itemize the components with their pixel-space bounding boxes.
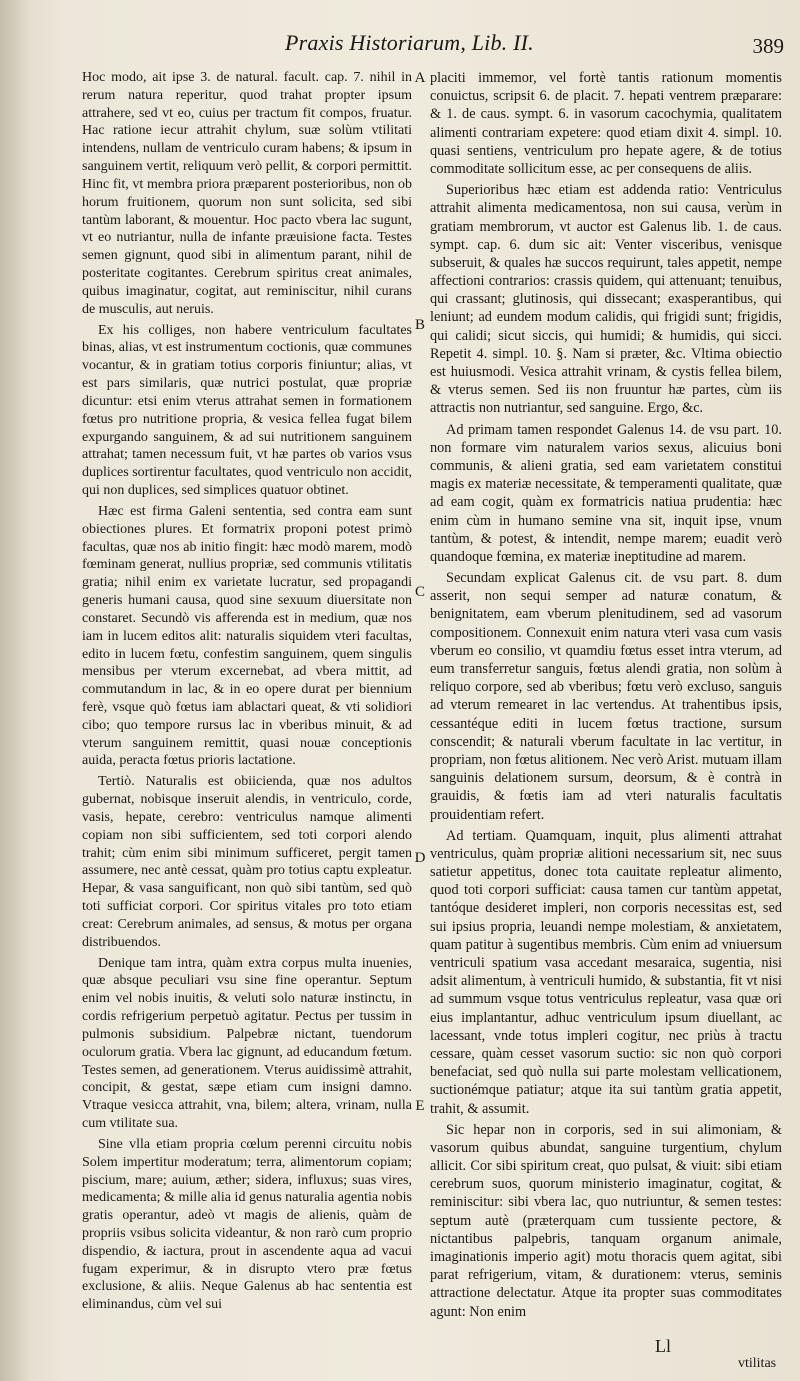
right-column: [430, 69, 782, 1324]
paragraph: Denique tam intra, quàm extra corpus multa inuenies, quæ absque peculiari vsu sine fine operantur. Septum enim vel nobis inuitis, & veluti solo naturæ instinctu, in cordis refrigerium perpetuò agitatur. Pectus per tussim in pulmonis subsidium. Palpebræ nictant, tuendorum oculorum gratia. Vbera lac gignunt, ad educandum fœtum. Testes semen, ad generationem. Vterus auidissimè attrahit, concipit, & gestat, sæpe etiam cum insigni damno. Vtraque vesicca attrahit, vna, bilem; altera, vrinam, nulla cum vtilitate sua.: [82, 955, 412, 1132]
running-head: Praxis Historiarum, Lib. II.: [285, 30, 534, 55]
paragraph: Hoc modo, ait ipse 3. de natural. facult. cap. 7. nihil in rerum natura reperitur, quod trahat propter ipsum attrahere, sed vt eo, cuius per tractum fit compos, fruatur. Hac ratione iecur attrahit chylum, suæ solùm vtilitati intendens, nullam de ventriculo curam habens; & ipsum in sanguinem vertit, reliquum verò pellit, & corpori permittit. Hinc fit, vt membra priora præparent posterioribus, non ob horum fruitionem, quorum non sunt solicita, sed sibi tantùm laborant, & mouentur. Hoc pacto vbera lac sugunt, vt eo nutriantur, nulla de infante præuisione facta. Testes semen gignunt, quod sibi in alimentum parant, nihil de posteritate cogitantes. Cerebrum spiritus creat animales, quibus imaginatur, cogitat, aut reminiscitur, nihil curans de musculis, aut neruis.: [82, 70, 412, 317]
paragraph: Sine vlla etiam propria cœlum perenni circuitu nobis Solem impertitur moderatum; terra, alimentorum copiam; piscium, mare; auium, æther; sidera, influxus; suas vires, medicamenta; & mille alia id genus naturalia agentia nobis gratis operantur, adeò vt magis de alienis, quàm de propriis vsibus solicita videantur, & non rarò cum proprio dispendio, & iactura, prout in ascendente aqua ad vacui fugam experimur, & in disrupto vtero præ fœtus exclusione, & aliis. Neque Galenus ab hac sententia est eliminandus, cùm vel sui: [82, 1136, 412, 1313]
signature-mark: Ll: [655, 1336, 671, 1356]
paragraph: Sic hepar non in corporis, sed in sui alimoniam, & vasorum quibus abundat, sanguine turgentium, chylum allicit. Cor sibi spiritum creat, quo pulsat, & viuit: sibi etiam cerebrum suos, quorum ministerio imaginatur, cogitat, & reminiscitur: sibi vbera lac, quo nutriuntur, & semen testes: septum autè (præterquam cum tussiente pectore, & nictantibus palpebris, tanquam organum animale, imaginationis imperio agit) motu thoracis quem agitat, sibi parat refrigerium, vitam, & durationem: vterus, seminis attractione delectatur. Atque ita propter suas commoditates agunt: Non enim: [430, 1121, 782, 1320]
catchword: vtilitas: [738, 1356, 777, 1371]
page-gutter-shadow: [0, 0, 30, 1381]
paragraph: Ad primam tamen respondet Galenus 14. de vsu part. 10. non formare vim naturalem varios sexus, alicuius boni communis, & alieni gratia, sed eam varietatem constitui magis ex materiæ necessitate, & temperamenti qualitate, quæ ad eam cogit, quàm ex formatricis natiua prudentia: hæc enim cùm in humano semine vna sit, inquit ipse, vnum tantùm, & potest, & intendit, nempe marem; euadit verò quandoque fœmina, ex materiæ ineptitudine ad marem.: [430, 421, 782, 565]
paragraph: Secundam explicat Galenus cit. de vsu part. 8. dum asserit, non sequi semper ad naturæ conatum, & benignitatem, eam vberum plenitudinem, sed ad vasorum compositionem. Connexuit enim natura vteri vasa cum vasis vberum eo consilio, vt quamdiu fœtus esset intra vterum, ad eum transferretur sanguis, fœtus alendi gratia, non solùm à reliquo corpore, sed ab vberibus; fœtu verò excluso, sanguis ad vterum remearet in lac vertendus. At trahentibus ipsis, cessantéque editi in lucem fœtus tractione, sursum conscendit; & naturali vberum facultate in lac vertitur, in propriam, non fœtus alitionem. Nec verò Arist. mutuam illam sanguinis delationem sursum, deorsum, & è contrà in grauidis, & fœtis iam ad vteri naturalis facultatis prouidentiam refert.: [430, 570, 782, 823]
margin-letter-c: C: [414, 584, 425, 600]
paragraph: Ex his colliges, non habere ventriculum facultates binas, alias, vt est instrumentum coctionis, quæ communes vocantur, & in gratiam totius corporis finiuntur; alias, vt est pars similaris, quæ nutrici postulat, quæ propriæ dicuntur: etsi enim vterus attrahat semen in formationem fœtus pro nutritione propria, & vesica fellea fugat bilem expurgando sanguinem, & ad sui nutritionem sanguinem attrahat; tamen necessum fuit, vt hæ partes ob varios vsus duplices sortirentur facultates, quod ventriculo non accidit, qui non duplices, sed simplices quatuor obtinet.: [82, 322, 412, 499]
paragraph: Superioribus hæc etiam est addenda ratio: Ventriculus attrahit alimenta medicamentosa, non sui causa, verùm in gratiam membrorum, vt auctor est Galenus lib. 1. de caus. sympt. cap. 6. dum sic ait: Venter visceribus, venisque subseruit, & quales hæ succos requirunt, tales appetit, nempe affectioni contrarios: crassis quidem, qui attenuant; tenuibus, qui crassant; glutinosis, qui dissecant; exasperantibus, qui leniunt; ad eundem modum calidis, qui frigidi sunt; frigidis, qui calidi; sicut siccis, qui humidi; & humidis, qui sicci. Repetit 4. simpl. 10. §. Nam si præter, &c. Vltima obiectio est huiusmodi. Vesica attrahit vrinam, & cystis fellea bilem, & vterus semen. Sed iis non fruuntur hæ partes, cùm iis attractis non nutriantur, sed sanguine. Ergo, &c.: [430, 182, 782, 417]
paragraph: Ad tertiam. Quamquam, inquit, plus alimenti attrahat ventriculus, quàm propriæ alitioni necessarium sit, nec suus satietur appetitus, donec tota cauitate repleatur alimento, quod toti corpori sufficiat: causa tamen cur tantùm appetat, tantóque desideret impleri, non corporis necessitas est, sed sui ipsius propria, leuandi nempe molestiam, & anxietatem, quam patitur à sugentibus membris. Cùm enim ad vniuersum ventriculi spatium vasa accedant mesaraica, sugentia, nisi adsit alimentum, à ventriculi humido, & substantia, fit vt nisi ad summum vsque totus ventriculus repleatur, vasa quæ ori eius implantantur, adhuc ventriculum ipsum diuellant, ac lacessant, vnde totus impleri cogitur, nec priùs à tractu cessare, quàm cesset vasorum suctio: sic non quò corpori benefaciat, sed quò nulla sui parte molestam vellicationem, suctionémque patiatur; atque ita sui tantùm gratia appetit, trahit, & assumit.: [430, 827, 782, 1117]
margin-letter-a: A: [414, 70, 426, 86]
paragraph: Hæc est firma Galeni sententia, sed contra eam sunt obiectiones plures. Et formatrix proponi potest primò facultas, quæ nos ab initio fingit: hæc modò marem, modò fœminam generat, nullius propriæ, sed communis vtilitatis gratia; nihil enim ex varietate lucratur, sed propagandi generis humani causa, quod sine sexuum diuersitate non constaret. Secundò vis afferenda est in medium, quæ nos iam in lucem editos alit: naturalis siquidem vteri facultas, edito in lucem fœtu, confestim sanguinem, quem singulis mensibus per vterum excernebat, ad vbera mittit, ad commutandum in lac, & in eo opere durat per biennium ferè, vsque quò fœtus iam ablactari queat, & vti solidiori cibo; quo tempore rursus lac in vberibus minuit, & ad vterum sanguinem remittit, quasi nouæ conceptionis auida, peracta fœtus prioris lactatione.: [82, 503, 412, 769]
margin-letter-b: B: [414, 317, 425, 333]
margin-letter-d: D: [414, 850, 426, 866]
paragraph: Tertiò. Naturalis est obiicienda, quæ nos adultos gubernat, nobisque inseruit alendis, in ventriculo, corde, vasis, hepate, cerebro: ventriculus namque alimenti copiam non sibi sufficientem, sed toti corpori alendo trahit; cùm enim sibi minimum sufficeret, pergit tamen assumere, nec antè cessat, quàm pro totius captu expleatur. Hepar, & vasa sanguificant, non quò sibi tantùm, sed quò toti sufficiat corpori. Cor spiritus vitales pro toto etiam creat: Cerebrum animales, ad sensus, & motus per organa distribuendos.: [82, 774, 412, 950]
margin-letter-e: E: [415, 1098, 425, 1114]
page-number: 389: [752, 34, 784, 58]
paragraph: placiti immemor, vel fortè tantis rationum momentis conuictus, scripsit 6. de placit. 7. hepati ventrem præparare: & 1. de caus. sympt. 6. in vasorum cacochymia, qualitatem alimenti contrariam expetere: quod etiam dixit 4. simpl. 10. quasi sentiens, ventriculum pro hepate agere, & de totius commoditate sollicitum esse, ac per consequens de aliis.: [430, 70, 782, 177]
left-column: [82, 69, 412, 1317]
